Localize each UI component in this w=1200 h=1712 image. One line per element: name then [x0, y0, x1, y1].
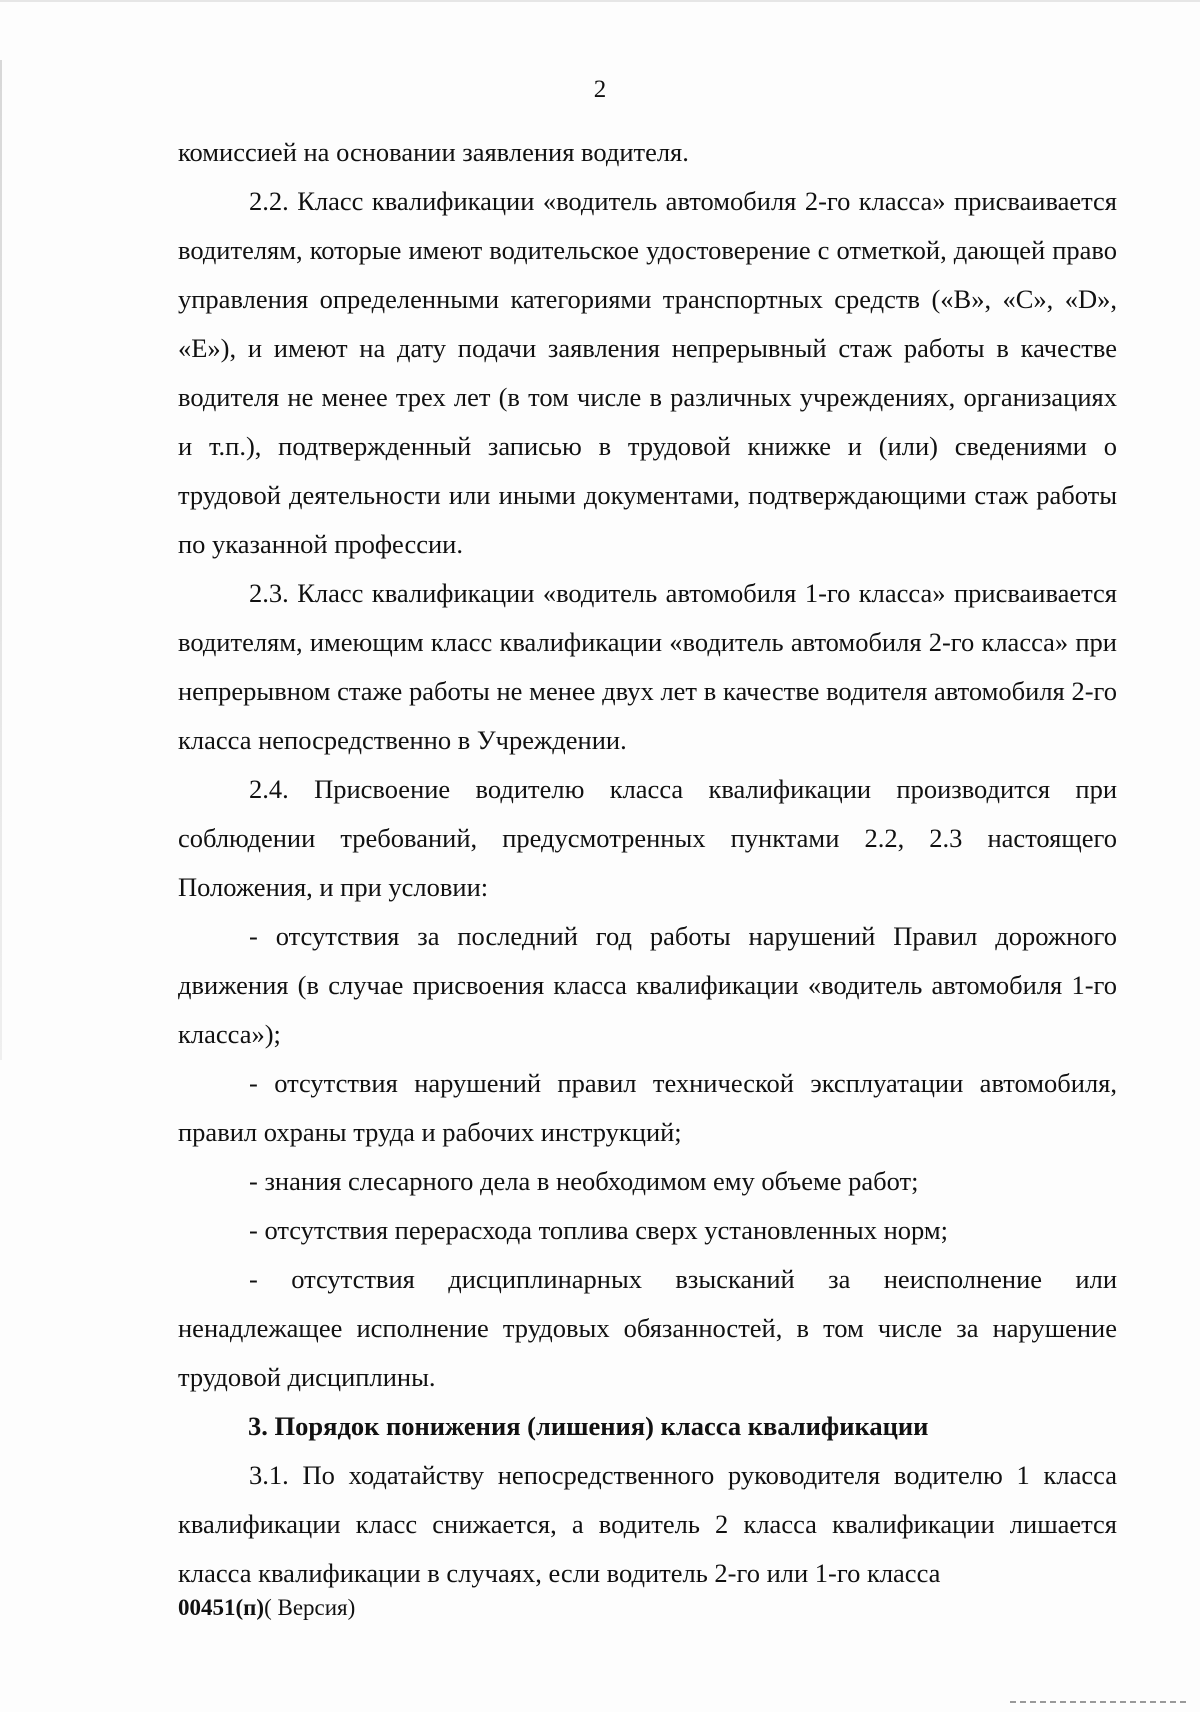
- scan-bottom-edge: [1010, 1701, 1190, 1703]
- paragraph-2-4: 2.4. Присвоение водителю класса квалификации производится при соблюдении требований, предусмотренных пунктами 2.2, 2.3 настоящего Положения, и при условии:: [178, 774, 1117, 902]
- document-code: 00451(п): [178, 1595, 265, 1620]
- paragraph-2-3: 2.3. Класс квалификации «водитель автомобиля 1-го класса» присваивается водителям, имеющим класс квалификации «водитель автомобиля 2-го класса» при непрерывном стаже работы не менее двух лет в качестве водителя автомобиля 2-го класса непосредственно в Учреждении.: [178, 578, 1117, 755]
- scan-left-edge: [0, 60, 2, 1060]
- condition-disciplinary: - отсутствия дисциплинарных взысканий за неисполнение или ненадлежащее исполнение трудовых обязанностей, в том числе за нарушение трудовой дисциплины.: [178, 1264, 1117, 1392]
- document-body: [178, 128, 1117, 1598]
- page-number: 2: [593, 76, 607, 103]
- scan-top-edge: [0, 0, 1200, 2]
- condition-technical-operation: - отсутствия нарушений правил технической эксплуатации автомобиля, правил охраны труда и рабочих инструкций;: [178, 1068, 1117, 1147]
- condition-locksmith-skills: - знания слесарного дела в необходимом ему объеме работ;: [249, 1166, 919, 1196]
- paragraph-3-1: 3.1. По ходатайству непосредственного руководителя водителю 1 класса квалификации класс снижается, а водитель 2 класса квалификации лишается класса квалификации в случаях, если водитель 2-го или 1-го класса: [178, 1460, 1117, 1588]
- paragraph-continuation: комиссией на основании заявления водителя.: [178, 137, 689, 167]
- paragraph-2-2: 2.2. Класс квалификации «водитель автомобиля 2-го класса» присваивается водителям, которые имеют водительское удостоверение с отметкой, дающей право управления определенными категориями транспортных средств («В», «С», «D», «Е»), и имеют на дату подачи заявления непрерывный стаж работы в качестве водителя не менее трех лет (в том числе в различных учреждениях, организациях и т.п.), подтвержденный записью в трудовой книжке и (или) сведениями о трудовой деятельности или иными документами, подтверждающими стаж работы по указанной профессии.: [178, 186, 1117, 559]
- section-3-heading: 3. Порядок понижения (лишения) класса квалификации: [248, 1411, 929, 1441]
- document-footer: [178, 1593, 355, 1623]
- document-version: ( Версия): [264, 1595, 356, 1620]
- condition-traffic-rules: - отсутствия за последний год работы нарушений Правил дорожного движения (в случае присвоения класса квалификации «водитель автомобиля 1-го класса»);: [178, 921, 1117, 1049]
- condition-fuel-consumption: - отсутствия перерасхода топлива сверх установленных норм;: [249, 1215, 948, 1245]
